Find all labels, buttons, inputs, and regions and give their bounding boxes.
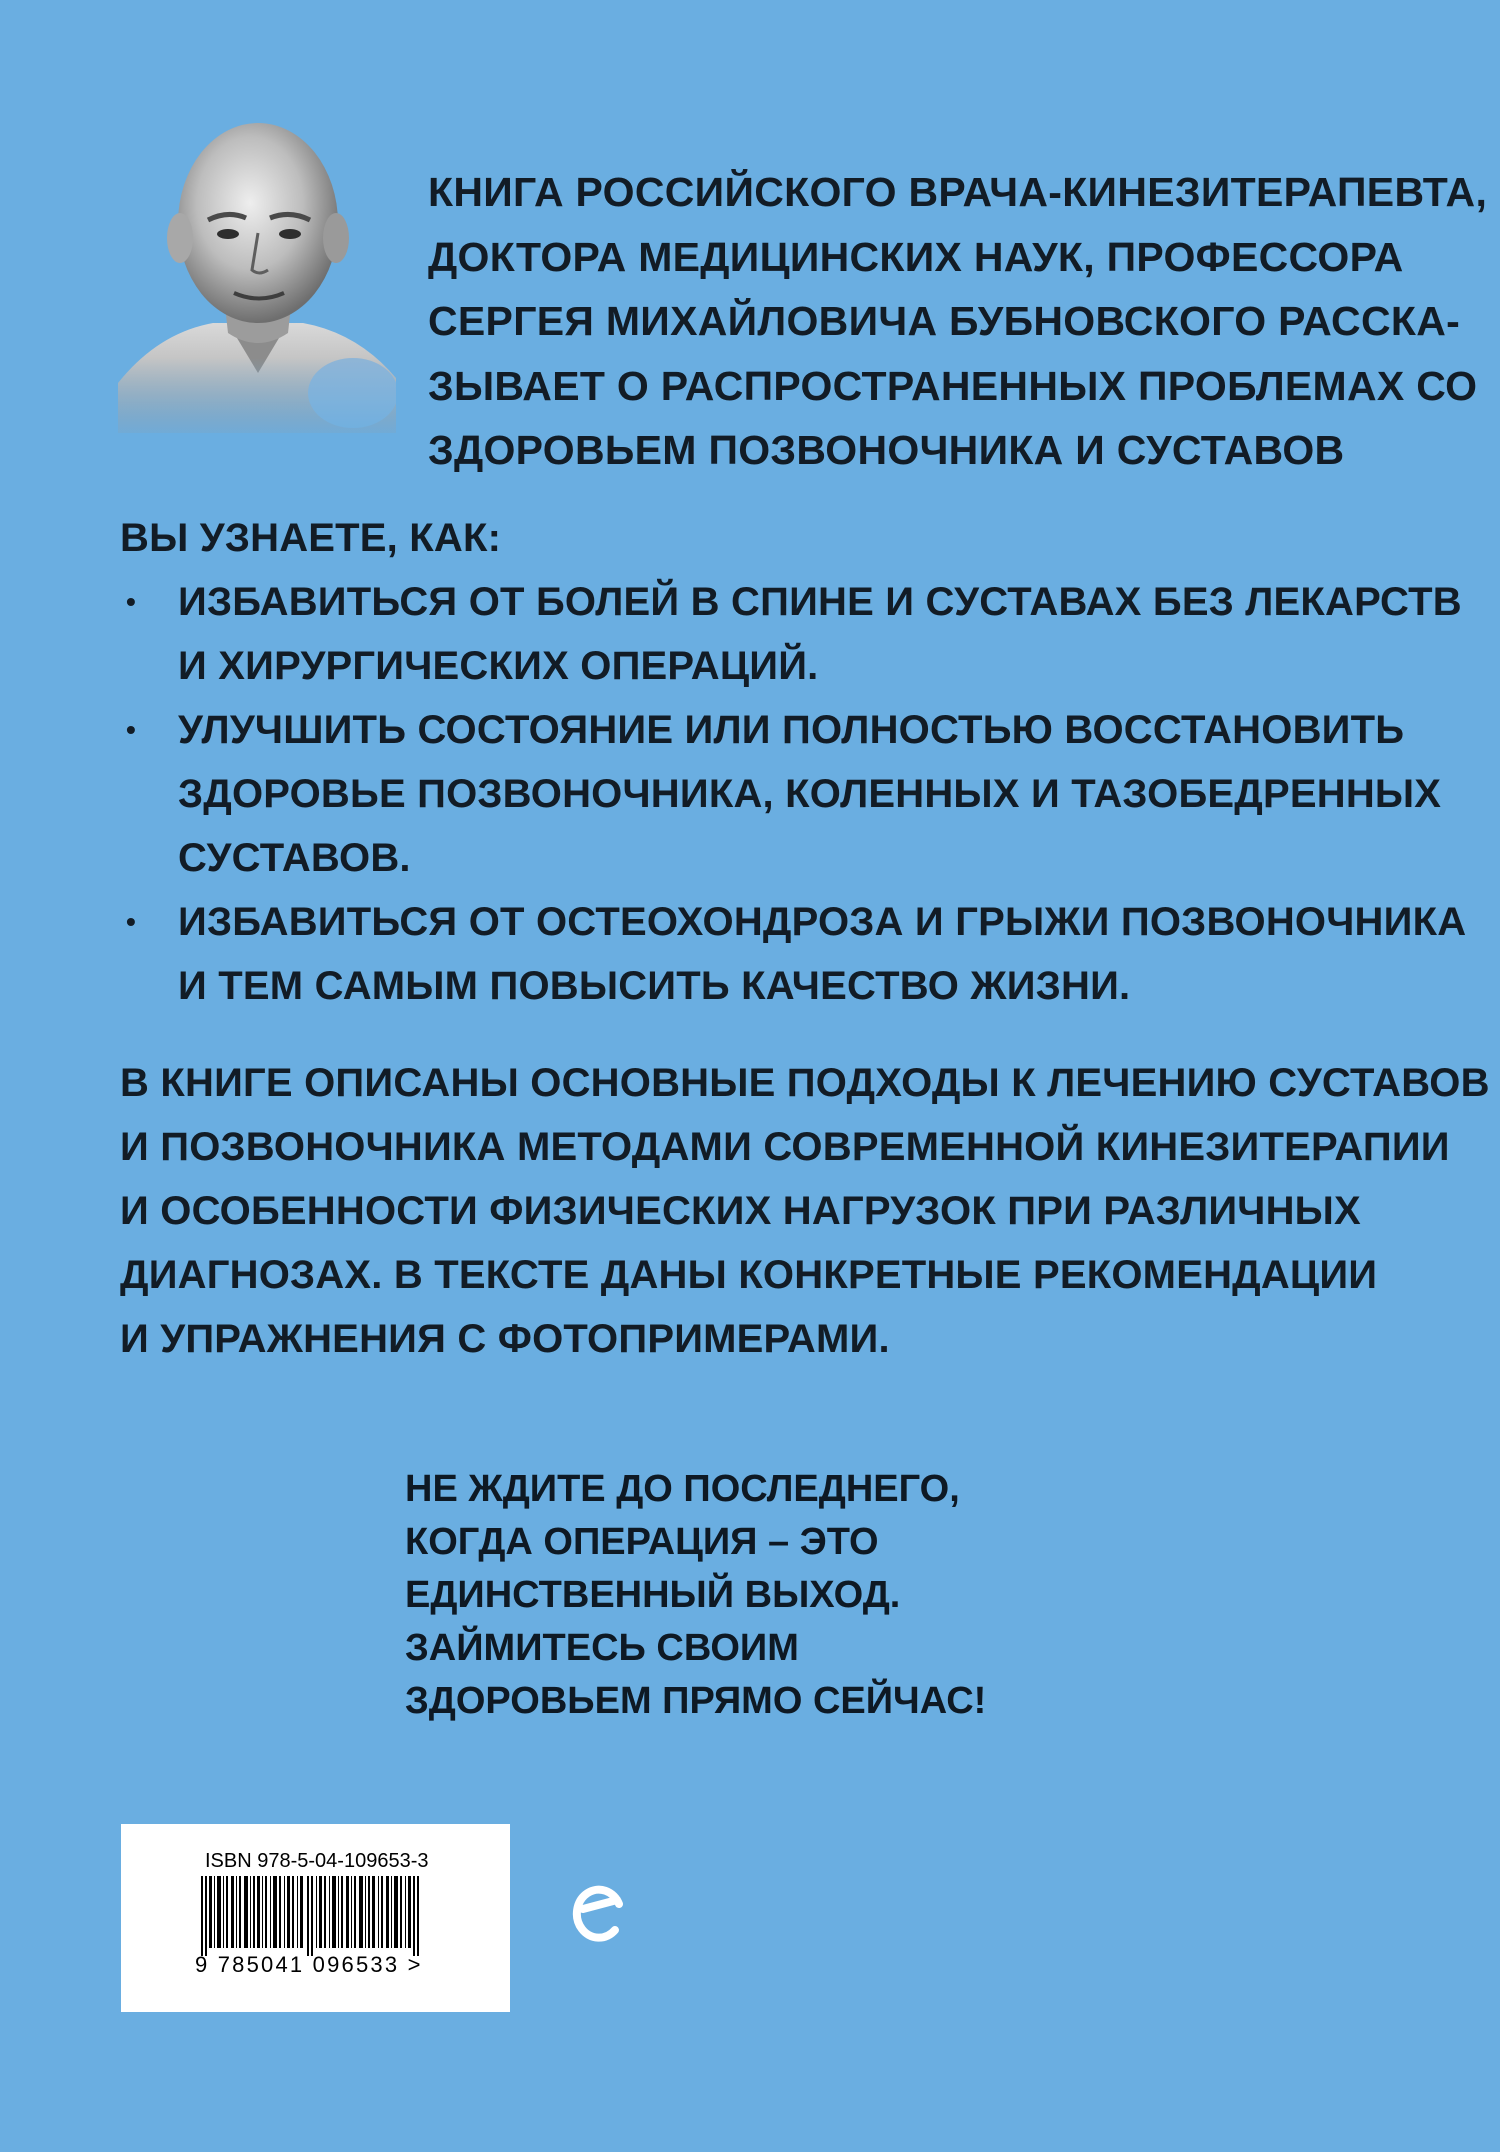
- barcode-digits: 9 785041 096533 >: [195, 1952, 423, 1977]
- callout-line: ЗАЙМИТЕСЬ СВОИМ: [405, 1627, 799, 1669]
- intro-line: КНИГА РОССИЙСКОГО ВРАЧА-КИНЕЗИТЕРАПЕВТА,: [428, 169, 1488, 215]
- learn-item: [120, 890, 1467, 1018]
- learn-item-line: ИЗБАВИТЬСЯ ОТ ОСТЕОХОНДРОЗА И ГРЫЖИ ПОЗВОНОЧНИКА: [178, 900, 1467, 944]
- learn-item-line: УЛУЧШИТЬ СОСТОЯНИЕ ИЛИ ПОЛНОСТЬЮ ВОССТАНОВИТЬ: [178, 708, 1405, 752]
- learn-title: ВЫ УЗНАЕТЕ, КАК:: [120, 516, 502, 560]
- bullet-icon: •: [126, 714, 137, 745]
- intro-line: СЕРГЕЯ МИХАЙЛОВИЧА БУБНОВСКОГО РАССКА-: [428, 298, 1461, 344]
- intro-text: [428, 160, 1488, 483]
- callout-line: КОГДА ОПЕРАЦИЯ – ЭТО: [405, 1521, 879, 1563]
- isbn-barcode: [121, 1824, 510, 2012]
- learn-item: [120, 570, 1462, 698]
- callout-text: [405, 1463, 1005, 1728]
- description-line: ДИАГНОЗАХ. В ТЕКСТЕ ДАНЫ КОНКРЕТНЫЕ РЕКОМЕНДАЦИИ: [120, 1253, 1378, 1297]
- intro-line: ЗДОРОВЬЕМ ПОЗВОНОЧНИКА И СУСТАВОВ: [428, 427, 1345, 473]
- eksmo-logo-icon: [571, 1876, 627, 1944]
- isbn-label: ISBN 978-5-04-109653-3: [205, 1850, 429, 1872]
- publisher-logo: [571, 1876, 627, 1949]
- author-portrait-icon: [118, 108, 396, 433]
- author-portrait: [118, 108, 396, 433]
- callout-line: ЕДИНСТВЕННЫЙ ВЫХОД.: [405, 1574, 901, 1616]
- description-line: И УПРАЖНЕНИЯ С ФОТОПРИМЕРАМИ.: [120, 1317, 890, 1361]
- learn-item-line: СУСТАВОВ.: [178, 836, 411, 880]
- intro-line: ЗЫВАЕТ О РАСПРОСТРАНЕННЫХ ПРОБЛЕМАХ СО: [428, 362, 1478, 409]
- bullet-icon: •: [126, 906, 137, 937]
- callout-line: НЕ ЖДИТЕ ДО ПОСЛЕДНЕГО,: [405, 1468, 960, 1510]
- learn-item-line: И ХИРУРГИЧЕСКИХ ОПЕРАЦИЙ.: [178, 644, 819, 688]
- description-paragraph: [120, 1051, 1490, 1371]
- learn-item-line: ЗДОРОВЬЕ ПОЗВОНОЧНИКА, КОЛЕННЫХ И ТАЗОБЕДРЕННЫХ: [178, 772, 1442, 816]
- description-line: И ОСОБЕННОСТИ ФИЗИЧЕСКИХ НАГРУЗОК ПРИ РАЗЛИЧНЫХ: [120, 1189, 1361, 1233]
- learn-item-line: ИЗБАВИТЬСЯ ОТ БОЛЕЙ В СПИНЕ И СУСТАВАХ БЕЗ ЛЕКАРСТВ: [178, 580, 1462, 624]
- intro-line: ДОКТОРА МЕДИЦИНСКИХ НАУК, ПРОФЕССОРА: [428, 233, 1404, 280]
- learn-list: [120, 570, 1467, 1018]
- learn-section: [120, 506, 1467, 1018]
- description-line: В КНИГЕ ОПИСАНЫ ОСНОВНЫЕ ПОДХОДЫ К ЛЕЧЕНИЮ СУСТАВОВ: [120, 1061, 1490, 1105]
- callout-line: ЗДОРОВЬЕМ ПРЯМО СЕЙЧАС!: [405, 1680, 987, 1722]
- learn-item-line: И ТЕМ САМЫМ ПОВЫСИТЬ КАЧЕСТВО ЖИЗНИ.: [178, 964, 1131, 1008]
- description-line: И ПОЗВОНОЧНИКА МЕТОДАМИ СОВРЕМЕННОЙ КИНЕЗИТЕРАПИИ: [120, 1125, 1450, 1169]
- learn-item: [120, 698, 1442, 890]
- barcode-bars-icon: [201, 1876, 431, 1956]
- bullet-icon: •: [126, 586, 137, 617]
